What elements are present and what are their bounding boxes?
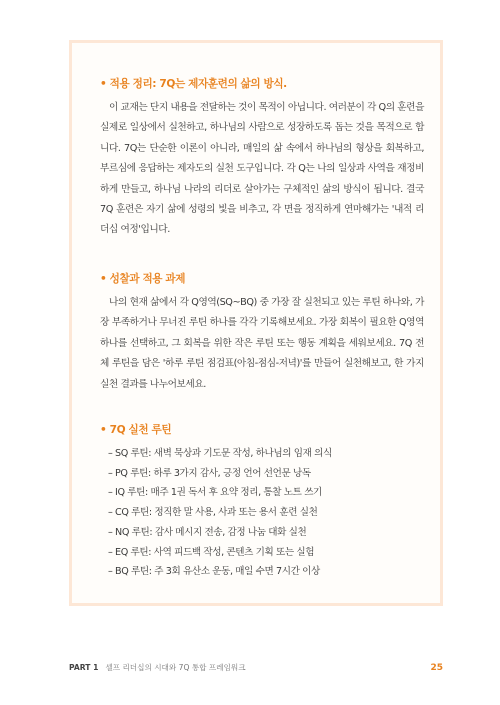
section-application-summary [100,75,424,241]
routine-list [100,444,424,582]
section-7q-routines [100,421,424,582]
section-heading: • 적용 정리: 7Q는 제자훈련의 삶의 방식. [100,78,287,90]
list-item: – IQ 루틴: 매주 1권 독서 후 요약 정리, 통찰 노트 쓰기 [108,487,322,499]
section-heading: • 7Q 실천 루틴 [100,424,172,436]
list-item: – SQ 루틴: 새벽 묵상과 기도문 작성, 하나님의 임재 의식 [108,448,332,459]
footer-title: 셀프 리더십의 시대와 7Q 통합 프레임워크 [105,663,246,672]
section-reflection-task [100,270,424,395]
section-paragraph: 나의 현재 삶에서 각 Q영역(SQ~BQ) 중 가장 잘 실천되고 있는 루틴 하나와, 가장 부족하거나 무너진 루틴 하나를 각각 기록해보세요. 가장 회복이 필요한 Q영역 하나를 선택하고, 그 회복을 위한 작은 루틴 또는 행동 계획을 세워보세요. 7Q 전체 루틴을 담은 '하루 루틴 점검표(아침-점심-저녁)'를 만들어 실천해보고, 한 가지 실천 결과를 나누어보세요. [100,297,424,390]
list-item: – NQ 루틴: 감사 메시지 전송, 감정 나눔 대화 실천 [108,526,307,538]
section-heading: • 성찰과 적용 과제 [100,273,186,285]
footer-part-label: PART 1 [69,663,99,672]
page-footer [69,661,443,675]
page-number: 25 [430,663,443,673]
list-item: – CQ 루틴: 정직한 말 사용, 사과 또는 용서 훈련 실천 [108,507,318,519]
list-item: – PQ 루틴: 하루 3가지 감사, 긍정 언어 선언문 낭독 [108,467,311,479]
section-paragraph: 이 교재는 단지 내용을 전달하는 것이 목적이 아닙니다. 여러분이 각 Q의 훈련을 실제로 일상에서 실천하고, 하나님의 사람으로 성장하도록 돕는 것을 목적으로 합니다. 7Q는 단순한 이론이 아니라, 매일의 삶 속에서 하나님의 형상을 회복하고, 부르심에 응답하는 제자도의 실천 도구입니다. 각 Q는 나의 일상과 사역을 재정비하게 만들고, 하나님 나라의 리더로 살아가는 구체적인 삶의 방식이 됩니다. 결국 7Q 훈련은 자기 삶에 성령의 빛을 비추고, 각 면을 정직하게 연마해가는 '내적 리더십 여정'입니다. [100,102,424,236]
list-item: – EQ 루틴: 사역 피드백 작성, 콘텐츠 기획 또는 실험 [108,546,315,558]
list-item: – BQ 루틴: 주 3회 유산소 운동, 매일 수면 7시간 이상 [108,566,320,578]
